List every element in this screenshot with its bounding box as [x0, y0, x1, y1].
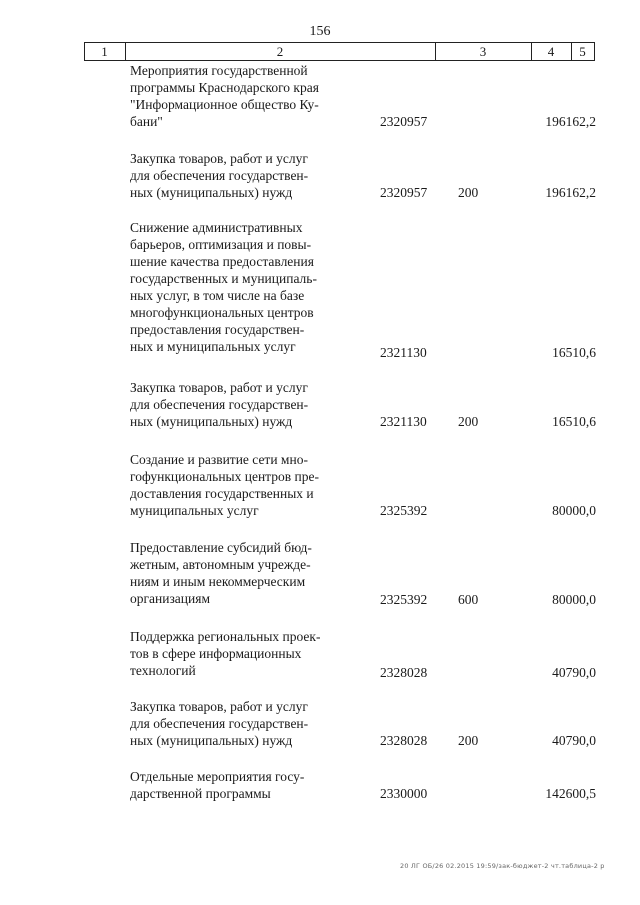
row-description: Закупка товаров, работ и услуг для обеспечения государствен- ных (муниципальных) нужд	[130, 380, 309, 429]
row-amount: 40790,0	[552, 665, 596, 680]
row-description: Создание и развитие сети мно- гофункциональных центров пре- доставления государственных и муниципальных услуг	[130, 452, 319, 518]
row-description: Снижение административных барьеров, оптимизация и повы- шение качества предоставления государственных и муниципаль- ных услуг, в том числе на базе многофункциональных центров предоставления государствен- ных и муниципальных услуг	[130, 220, 317, 354]
table-left-border	[84, 42, 85, 61]
row-code: 2321130	[380, 345, 427, 360]
table-right-border	[594, 42, 595, 61]
column-header-5: 5	[579, 44, 586, 59]
row-amount: 16510,6	[552, 345, 596, 360]
page-number: 156	[309, 24, 331, 39]
column-header-1: 1	[84, 43, 126, 60]
row-type: 200	[458, 185, 479, 200]
row-amount: 16510,6	[552, 414, 596, 429]
row-code: 2325392	[380, 592, 428, 607]
row-amount: 142600,5	[545, 786, 596, 801]
row-description: Предоставление субсидий бюд- жетным, автономным учрежде- ниям и иным некоммерческим организациям	[130, 540, 312, 606]
row-code: 2320957	[380, 185, 428, 200]
row-code: 2321130	[380, 414, 427, 429]
column-header-3: 3	[435, 43, 532, 60]
row-code: 2325392	[380, 503, 428, 518]
row-type: 600	[458, 592, 479, 607]
column-header-4: 4	[531, 43, 572, 60]
row-amount: 80000,0	[552, 503, 596, 518]
row-code: 2328028	[380, 665, 428, 680]
row-description: Поддержка региональных проек- тов в сфере информационных технологий	[130, 629, 321, 678]
row-description: Закупка товаров, работ и услуг для обеспечения государствен- ных (муниципальных) нужд	[130, 699, 309, 748]
row-code: 2320957	[380, 114, 428, 129]
row-amount: 196162,2	[545, 114, 596, 129]
column-header-2: 2	[125, 43, 436, 60]
row-description: Закупка товаров, работ и услуг для обеспечения государствен- ных (муниципальных) нужд	[130, 151, 309, 200]
row-amount: 80000,0	[552, 592, 596, 607]
row-description: Отдельные мероприятия госу- дарственной программы	[130, 769, 305, 801]
document-footer-stamp: 20 ЛГ ОБ/26 02.2015 19:59/зак-бюджет-2 чт.таблица-2 р	[400, 862, 605, 870]
row-code: 2328028	[380, 733, 428, 748]
row-amount: 196162,2	[545, 185, 596, 200]
column-header-row	[84, 42, 594, 61]
row-type: 200	[458, 733, 479, 748]
row-amount: 40790,0	[552, 733, 596, 748]
row-code: 2330000	[380, 786, 428, 801]
row-type: 200	[458, 414, 479, 429]
row-description: Мероприятия государственной программы Краснодарского края "Информационное общество Ку- бани"	[130, 63, 319, 129]
